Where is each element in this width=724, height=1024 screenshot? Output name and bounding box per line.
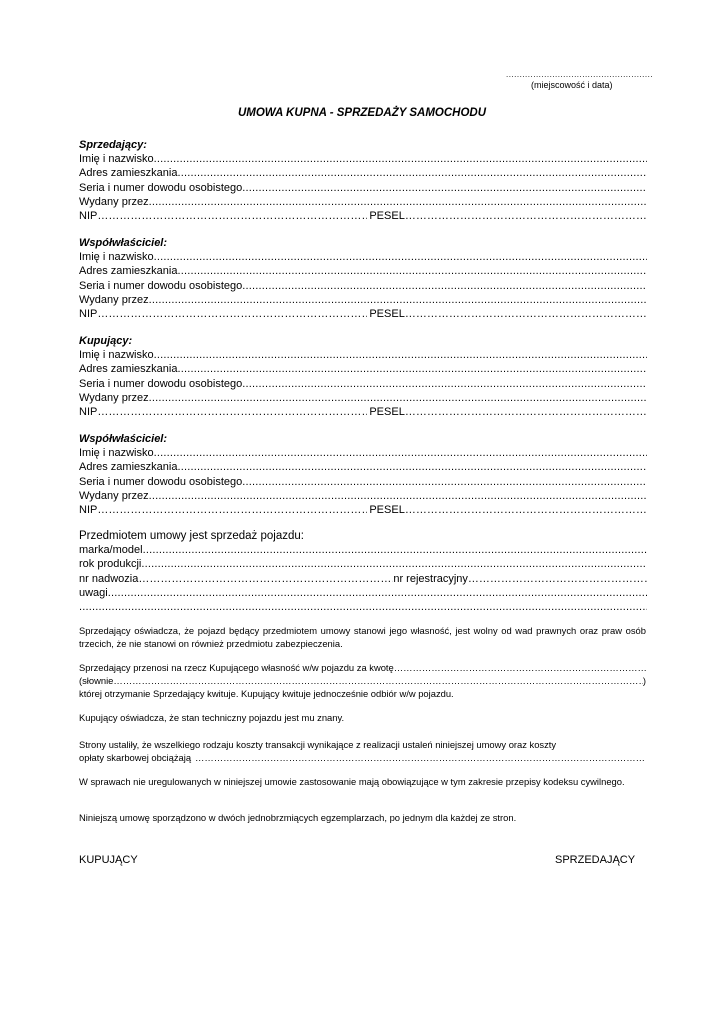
seller-signature-label: SPRZEDAJĄCY	[555, 854, 636, 866]
costs-party-field[interactable]	[195, 752, 646, 765]
address-label: Adres zamieszkania	[79, 265, 178, 278]
co-owner-1-id-field[interactable]	[79, 279, 647, 293]
name-label: Imię i nazwisko	[79, 153, 154, 166]
co-owner-2-nip-pesel-field[interactable]	[79, 503, 647, 517]
year-field[interactable]	[79, 557, 647, 571]
place-date-label: (miejscowość i data)	[531, 80, 613, 90]
co-owner-2-name-field[interactable]	[79, 446, 647, 460]
make-model-field[interactable]	[79, 543, 647, 557]
co-owner-1-issued-field[interactable]	[79, 293, 647, 307]
buyer-heading: Kupujący:	[79, 335, 133, 347]
seller-nip-pesel-field[interactable]	[79, 209, 647, 223]
id-doc-label: Seria i numer dowodu osobistego	[79, 181, 243, 194]
buyer-nip-pesel-field[interactable]	[79, 405, 647, 419]
co-owner-2-heading: Współwłaściciel:	[79, 433, 168, 445]
buyer-issued-field[interactable]	[79, 391, 647, 405]
co-owner-1-section	[79, 236, 647, 321]
words-close: )	[642, 674, 646, 686]
civil-code-clause: W sprawach nie uregulowanych w niniejszej umowie zastosowanie mają obowiązujące w tym zakresie przepisy kodeksu cywilnego.	[79, 776, 625, 787]
id-doc-label: Seria i numer dowodu osobistego	[79, 377, 243, 390]
co-owner-1-name-field[interactable]	[79, 250, 647, 264]
issued-by-label: Wydany przez	[79, 489, 149, 502]
costs-borne-text: opłaty skarbowej obciążają	[79, 751, 192, 763]
issued-by-label: Wydany przez	[79, 195, 149, 208]
words-open: (słownie	[79, 674, 114, 686]
seller-issued-field[interactable]	[79, 195, 647, 209]
pesel-label: PESEL	[369, 503, 405, 516]
transfer-text: Sprzedający przenosi na rzecz Kupującego własność w/w pojazdu za kwotę	[79, 662, 394, 673]
pesel-label: PESEL	[369, 307, 405, 320]
buyer-address-field[interactable]	[79, 362, 647, 376]
id-doc-label: Seria i numer dowodu osobistego	[79, 475, 243, 488]
nip-label: NIP	[79, 209, 98, 222]
pesel-label: PESEL	[369, 405, 405, 418]
nip-label: NIP	[79, 307, 98, 320]
seller-address-field[interactable]	[79, 166, 647, 180]
notes-label: uwagi	[79, 586, 108, 599]
seller-section	[79, 138, 647, 223]
address-label: Adres zamieszkania	[79, 461, 178, 474]
costs-text: Strony ustaliły, że wszelkiego rodzaju koszty transakcji wynikające z realizacji ustaleń niniejszej umowy oraz koszty	[79, 739, 557, 750]
buyer-signature-label: KUPUJĄCY	[79, 854, 138, 866]
name-label: Imię i nazwisko	[79, 447, 154, 460]
price-words-field[interactable]	[113, 675, 642, 688]
co-owner-2-address-field[interactable]	[79, 460, 647, 474]
copies-clause: Niniejszą umowę sporządzono w dwóch jednobrzmiących egzemplarzach, po jednym dla każdej ze stron.	[79, 812, 517, 823]
address-label: Adres zamieszkania	[79, 363, 178, 376]
make-model-label: marka/model	[79, 544, 143, 557]
place-date-dots: ......................................................	[506, 70, 654, 79]
page-title: UMOWA KUPNA - SPRZEDAŻY SAMOCHODU	[237, 107, 487, 119]
name-label: Imię i nazwisko	[79, 349, 154, 362]
pesel-label: PESEL	[369, 209, 405, 222]
issued-by-label: Wydany przez	[79, 293, 149, 306]
seller-heading: Sprzedający:	[79, 139, 147, 151]
vin-label: nr nadwozia	[79, 572, 139, 585]
co-owner-2-section	[79, 432, 647, 517]
notes-extra-line[interactable]	[79, 600, 647, 614]
notes-field[interactable]	[79, 586, 647, 600]
transfer-clause	[79, 662, 646, 700]
buyer-name-field[interactable]	[79, 348, 647, 362]
vin-registration-field[interactable]	[79, 572, 647, 586]
co-owner-2-id-field[interactable]	[79, 475, 647, 489]
receipt-text: której otrzymanie Sprzedający kwituje. Kupujący kwituje jednocześnie odbiór w/w pojazdu.	[79, 687, 454, 699]
vehicle-heading: Przedmiotem umowy jest sprzedaż pojazdu:	[79, 530, 304, 542]
issued-by-label: Wydany przez	[79, 391, 149, 404]
vehicle-section	[79, 529, 647, 614]
price-field[interactable]	[394, 662, 646, 675]
costs-clause	[79, 739, 646, 765]
buyer-id-field[interactable]	[79, 377, 647, 391]
seller-name-field[interactable]	[79, 152, 647, 166]
co-owner-1-address-field[interactable]	[79, 264, 647, 278]
condition-clause: Kupujący oświadcza, że stan techniczny pojazdu jest mu znany.	[79, 712, 345, 723]
co-owner-1-nip-pesel-field[interactable]	[79, 307, 647, 321]
address-label: Adres zamieszkania	[79, 167, 178, 180]
nip-label: NIP	[79, 405, 98, 418]
registration-label: nr rejestracyjny	[393, 572, 468, 585]
id-doc-label: Seria i numer dowodu osobistego	[79, 279, 243, 292]
buyer-section	[79, 334, 647, 419]
ownership-declaration: Sprzedający oświadcza, że pojazd będący przedmiotem umowy stanowi jego własność, jest wolny od wad prawnych oraz praw osób trzecich, że nie stanowi on również przedmiotu zabezpieczenia.	[79, 625, 646, 649]
seller-id-field[interactable]	[79, 181, 647, 195]
year-label: rok produkcji	[79, 558, 142, 571]
co-owner-2-issued-field[interactable]	[79, 489, 647, 503]
nip-label: NIP	[79, 503, 98, 516]
co-owner-1-heading: Współwłaściciel:	[79, 237, 168, 249]
name-label: Imię i nazwisko	[79, 251, 154, 264]
